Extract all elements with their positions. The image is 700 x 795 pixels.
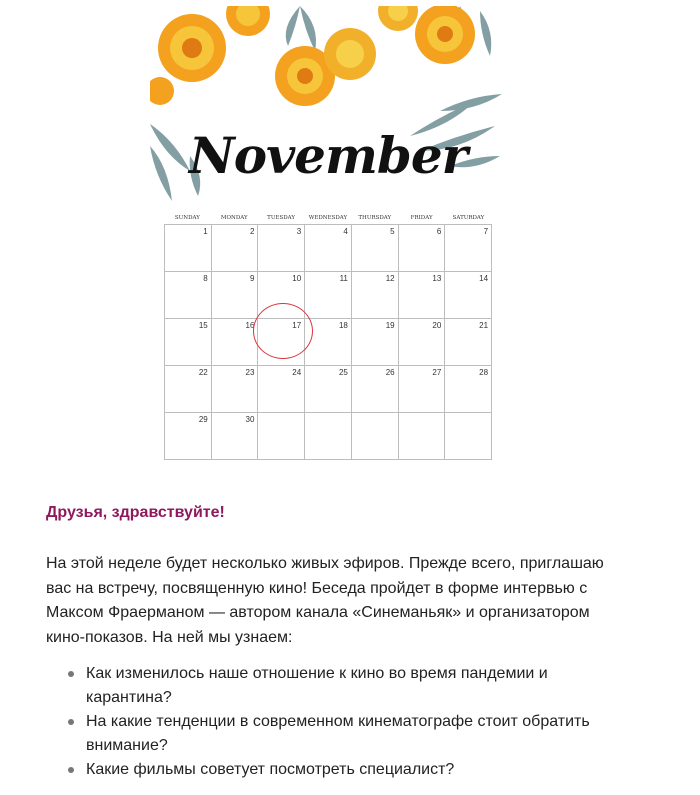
day-number: 28 [479,368,489,377]
bullet-icon [68,671,74,677]
day-number: 3 [296,227,302,236]
calendar-day-cell [445,413,492,460]
day-number: 22 [198,368,208,377]
calendar-week-row [165,413,492,460]
calendar-week-row [165,319,492,366]
day-number: 19 [385,321,395,330]
calendar-day-cell [399,319,446,366]
day-number: 2 [249,227,255,236]
day-number: 27 [432,368,442,377]
weekday-label: THURSDAY [358,215,392,221]
weekday-label: FRIDAY [410,215,433,221]
calendar-grid [164,212,492,460]
day-number: 11 [339,274,348,283]
calendar-week-row [165,225,492,272]
calendar-day-cell [445,319,492,366]
topics-list [46,662,626,782]
day-number: 20 [432,321,442,330]
calendar-day-cell [445,366,492,413]
weekday-label: SUNDAY [174,215,200,221]
list-item-text: На какие тенденции в современном кинематографе стоит обратить внимание? [86,713,590,754]
day-number: 18 [338,321,348,330]
list-item [86,710,626,758]
calendar-day-cell [399,272,446,319]
calendar-day-cell [165,272,212,319]
calendar-day-cell [305,413,352,460]
calendar-day-cell [258,366,305,413]
day-number: 24 [292,368,302,377]
bullet-icon [68,719,74,725]
calendar-day-cell [212,366,259,413]
weekday-label: MONDAY [220,215,248,221]
calendar-image [150,6,506,452]
bullet-icon [68,767,74,773]
intro-paragraph: На этой неделе будет несколько живых эфиров. Прежде всего, приглашаю вас на встречу, посвященную кино! Беседа пройдет в форме интервью с Максом Фраерманом — автором канала «Синеманьяк» и организатором кино-показов. На ней мы узнаем: [46,555,604,646]
greeting-heading: Друзья, здравствуйте! [46,504,225,521]
calendar-day-cell [305,225,352,272]
calendar-day-cell [212,225,259,272]
day-number: 7 [483,227,489,236]
month-title: November [189,126,467,185]
list-item-text: Как изменилось наше отношение к кино во время пандемии и карантина? [86,665,548,706]
day-number: 8 [203,274,208,283]
calendar-day-cell [399,413,446,460]
day-number: 26 [385,368,395,377]
calendar-day-cell [212,413,259,460]
list-item [86,662,626,710]
calendar-day-cell [212,319,259,366]
day-number: 21 [479,321,489,330]
day-number: 12 [385,274,395,283]
calendar-week-row [165,272,492,319]
calendar-day-cell [258,225,305,272]
calendar-day-cell [445,225,492,272]
day-number: 1 [203,227,208,236]
list-item-text: Какие фильмы советует посмотреть специалист? [86,761,455,778]
day-number: 15 [198,321,208,330]
weekday-label: TUESDAY [267,215,296,221]
calendar-day-cell [165,413,212,460]
day-number: 16 [245,321,255,330]
list-item [86,758,626,782]
calendar-day-cell [305,366,352,413]
calendar-day-cell [399,366,446,413]
day-number: 14 [479,274,489,283]
day-number: 25 [338,368,348,377]
day-number: 17 [292,321,302,330]
day-number: 5 [390,227,395,236]
day-number: 6 [436,227,442,236]
calendar-day-cell [352,225,399,272]
calendar-day-cell [165,366,212,413]
day-number: 30 [245,415,255,424]
day-number: 13 [432,274,442,283]
day-number: 4 [343,227,348,236]
day-number: 29 [198,415,208,424]
calendar-week-row [165,366,492,413]
weekday-header-row [164,212,492,224]
calendar-day-cell [445,272,492,319]
calendar-day-cell [305,272,352,319]
day-number: 23 [245,368,255,377]
day-number: 9 [249,274,255,283]
highlight-circle [253,303,313,359]
calendar-day-cell [352,319,399,366]
calendar-day-cell [165,225,212,272]
weekday-label: WEDNESDAY [308,215,348,221]
calendar-day-cell [212,272,259,319]
calendar-day-cell [165,319,212,366]
calendar-day-cell [352,272,399,319]
calendar-day-cell [399,225,446,272]
calendar-weeks [164,224,492,460]
calendar-day-cell [258,413,305,460]
weekday-label: SATURDAY [452,215,485,221]
day-number: 10 [292,274,302,283]
calendar-day-cell [352,366,399,413]
calendar-day-cell [352,413,399,460]
